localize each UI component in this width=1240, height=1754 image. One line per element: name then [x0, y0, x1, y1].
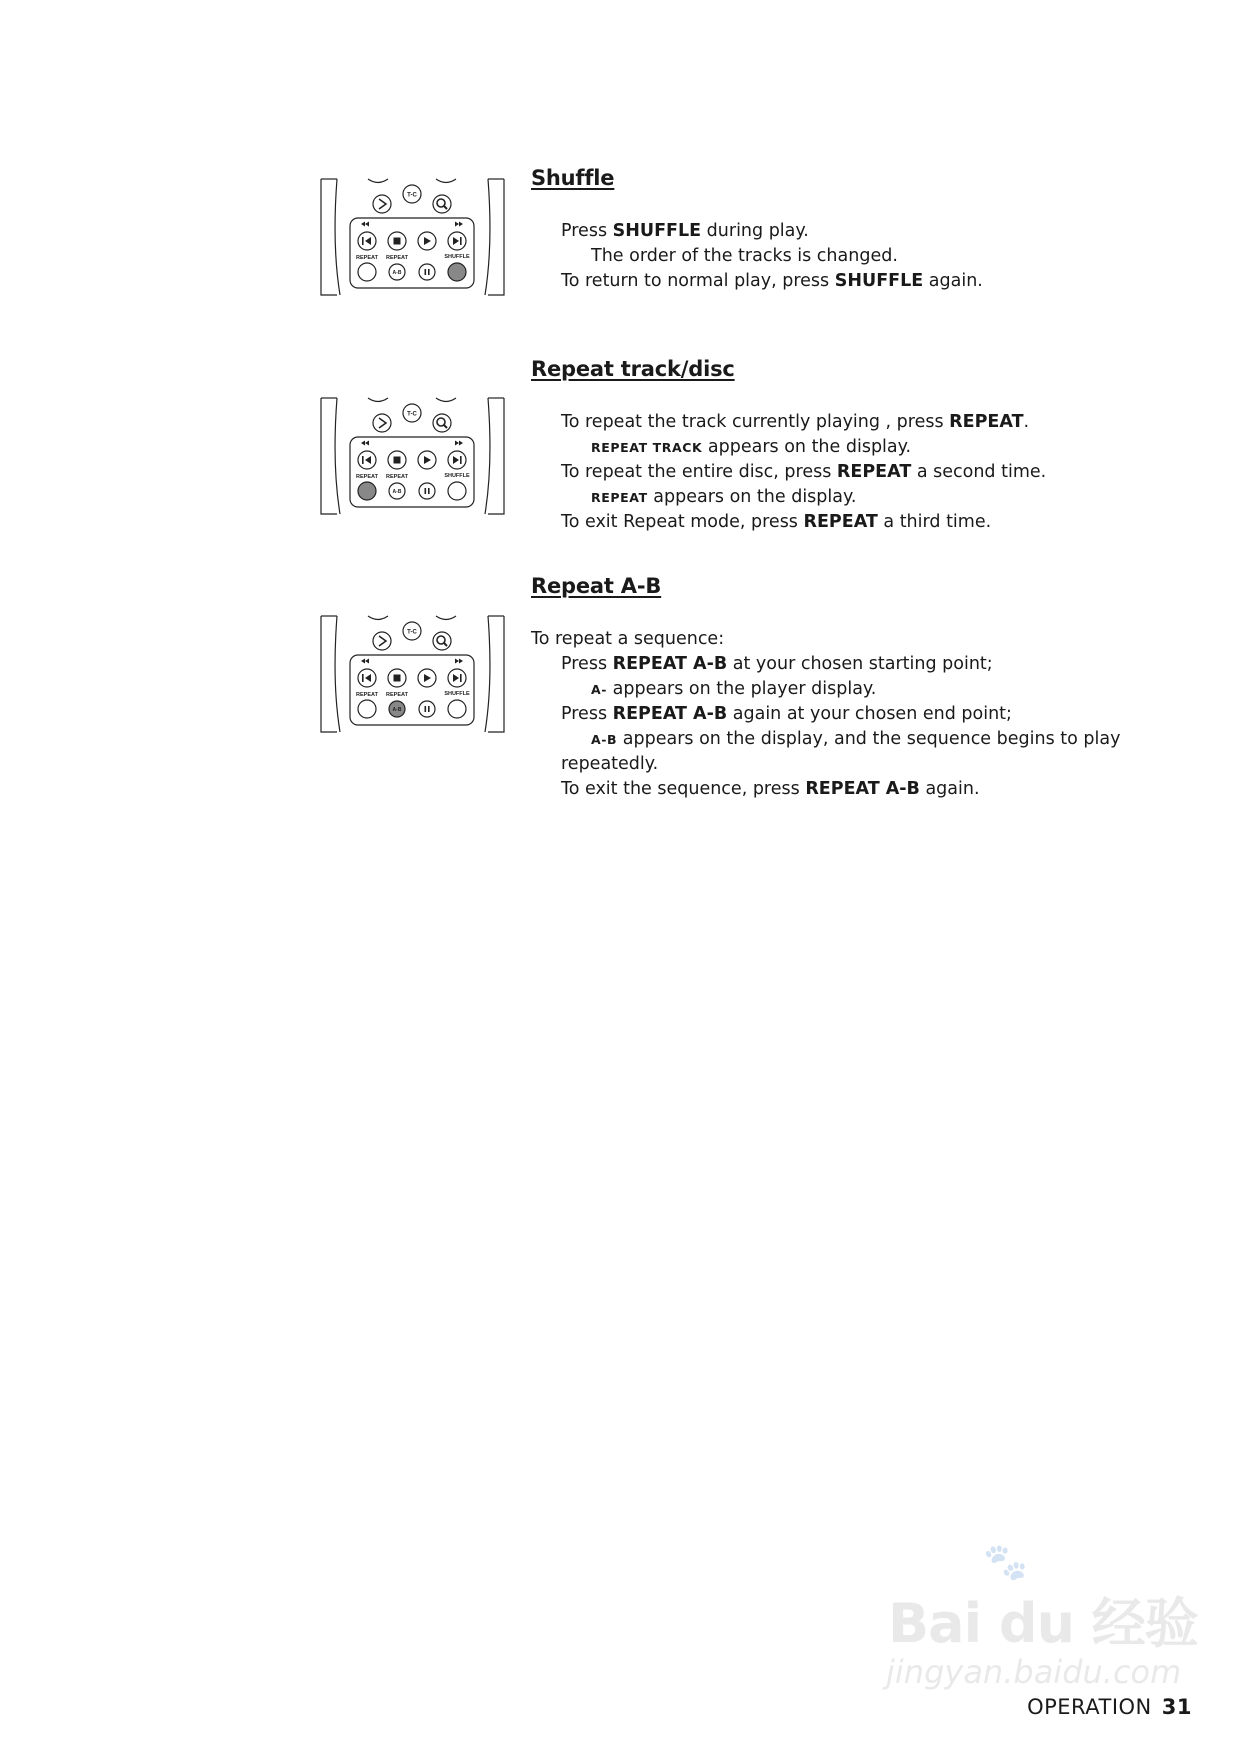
tc-label: T-C [407, 411, 417, 418]
repeat-button [358, 700, 376, 718]
next-icon [453, 456, 459, 464]
remote-body-right-edge [485, 398, 490, 514]
shuffle-button [448, 482, 466, 500]
display-indicator: REPEAT [591, 490, 648, 505]
repeat-ab-label: REPEAT [386, 692, 408, 698]
page-number: 31 [1161, 1695, 1192, 1719]
next-icon [453, 674, 459, 682]
page-footer [1027, 1695, 1192, 1719]
repeat-button [358, 263, 376, 281]
instruction-line [531, 219, 1131, 244]
watermark-url: jingyan.baidu.com [886, 1653, 1182, 1691]
instruction-text: appears on the display. [702, 437, 912, 457]
shuffle-label: SHUFFLE [444, 254, 470, 260]
instruction-text: To exit the sequence, press [561, 779, 806, 799]
remote-control-drawing [320, 178, 505, 296]
instruction-line [531, 627, 1131, 652]
ab-button-label: A-B [392, 270, 402, 276]
remote-control-drawing [320, 615, 505, 733]
section-body-repeat-a-b [531, 627, 1131, 802]
instruction-line [531, 702, 1131, 727]
remote-body-left-edge [335, 179, 340, 295]
instruction-text: appears on the display. [647, 487, 857, 507]
instruction-line [531, 435, 1131, 460]
instruction-text: . [1023, 412, 1030, 432]
instruction-line [531, 244, 1131, 269]
instruction-line [531, 752, 1131, 777]
instruction-line [531, 727, 1131, 752]
remote-body-left-edge [335, 616, 340, 732]
instruction-text: To repeat the entire disc, press [561, 462, 837, 482]
display-indicator: A-B [591, 732, 618, 747]
remote-illustration-shuffle [320, 178, 505, 296]
instruction-text: a second time. [911, 462, 1047, 482]
nav-button [373, 632, 391, 650]
instruction-text: Press [561, 221, 613, 241]
repeat-label: REPEAT [356, 474, 378, 480]
prev-icon [362, 237, 364, 245]
instruction-text: To repeat a sequence: [531, 629, 725, 649]
instruction-text: during play. [701, 221, 809, 241]
instruction-text: The order of the tracks is changed. [591, 246, 898, 266]
shuffle-button [448, 700, 466, 718]
fast-forward-icon [455, 441, 463, 446]
instruction-text: Press [561, 654, 613, 674]
remote-control-drawing [320, 397, 505, 515]
instruction-line [531, 485, 1131, 510]
remote-body-left-edge [335, 398, 340, 514]
repeat-label: REPEAT [356, 255, 378, 261]
zoom-button [433, 195, 451, 213]
stop-icon [394, 457, 401, 464]
instruction-text: again. [919, 779, 980, 799]
play-arrow-icon [379, 636, 386, 646]
button-name: REPEAT A-B [612, 704, 728, 724]
paw-icon: 🐾 [983, 1542, 1027, 1583]
display-indicator: REPEAT TRACK [591, 440, 703, 455]
watermark-logo-text: Bai du 经验 [888, 1592, 1198, 1655]
instruction-text: repeatedly. [561, 754, 659, 774]
rewind-icon [361, 222, 369, 227]
fast-forward-icon [455, 222, 463, 227]
button-name: REPEAT A-B [612, 654, 728, 674]
play-icon [424, 674, 431, 682]
instruction-line [531, 652, 1131, 677]
remote-body-right-edge [485, 179, 490, 295]
instruction-line [531, 777, 1131, 802]
watermark [880, 1542, 1200, 1705]
instruction-line [531, 460, 1131, 485]
stop-icon [394, 675, 401, 682]
button-name: REPEAT A-B [805, 779, 920, 799]
play-icon [424, 456, 431, 464]
instruction-text: again. [923, 271, 983, 291]
zoom-button [433, 632, 451, 650]
play-arrow-icon [379, 199, 386, 209]
instruction-text: appears on the display, and the sequence begins to play [617, 729, 1121, 749]
shuffle-label: SHUFFLE [444, 473, 470, 479]
nav-button [373, 414, 391, 432]
pause-button [419, 264, 435, 280]
zoom-icon [437, 636, 445, 644]
button-name: SHUFFLE [612, 221, 702, 241]
fast-forward-icon [455, 659, 463, 664]
pause-button [419, 701, 435, 717]
prev-icon [362, 674, 364, 682]
button-name: REPEAT [803, 512, 878, 532]
zoom-button [433, 414, 451, 432]
instruction-text: again at your chosen end point; [727, 704, 1012, 724]
section-body-shuffle [531, 219, 1131, 294]
watermark-logo [888, 1542, 1198, 1658]
next-icon [453, 237, 459, 245]
instruction-text: To exit Repeat mode, press [561, 512, 804, 532]
play-icon [424, 237, 431, 245]
repeat-button [358, 482, 376, 500]
tc-label: T-C [407, 629, 417, 636]
remote-illustration-repeat [320, 397, 505, 515]
section-title-repeat-a-b: Repeat A-B [531, 574, 662, 598]
remote-body-right-edge [485, 616, 490, 732]
ab-button-label: A-B [392, 707, 402, 713]
instruction-text: Press [561, 704, 613, 724]
stop-icon [394, 238, 401, 245]
instruction-line [531, 269, 1131, 294]
button-name: REPEAT [836, 462, 912, 482]
button-name: SHUFFLE [834, 271, 924, 291]
remote-illustration-repeat-a-b [320, 615, 505, 733]
tc-label: T-C [407, 192, 417, 199]
footer-section-label: OPERATION [1027, 1695, 1152, 1719]
instruction-text: appears on the player display. [607, 679, 877, 699]
instruction-line [531, 677, 1131, 702]
rewind-icon [361, 659, 369, 664]
zoom-icon [437, 418, 445, 426]
section-title-shuffle: Shuffle [531, 166, 615, 190]
shuffle-button [448, 263, 466, 281]
instruction-line [531, 410, 1131, 435]
play-arrow-icon [379, 418, 386, 428]
button-name: REPEAT [949, 412, 1024, 432]
rewind-icon [361, 441, 369, 446]
pause-button [419, 483, 435, 499]
zoom-icon [437, 199, 445, 207]
nav-button [373, 195, 391, 213]
instruction-text: at your chosen starting point; [727, 654, 993, 674]
instruction-text: a third time. [877, 512, 992, 532]
repeat-ab-label: REPEAT [386, 474, 408, 480]
display-indicator: A- [591, 682, 608, 697]
prev-icon [362, 456, 364, 464]
repeat-label: REPEAT [356, 692, 378, 698]
instruction-text: To repeat the track currently playing , press [561, 412, 950, 432]
shuffle-label: SHUFFLE [444, 691, 470, 697]
ab-button-label: A-B [392, 489, 402, 495]
instruction-line [531, 510, 1131, 535]
instruction-text: To return to normal play, press [561, 271, 835, 291]
section-title-repeat-track-disc: Repeat track/disc [531, 357, 735, 381]
section-body-repeat-track-disc [531, 410, 1131, 535]
repeat-ab-label: REPEAT [386, 255, 408, 261]
